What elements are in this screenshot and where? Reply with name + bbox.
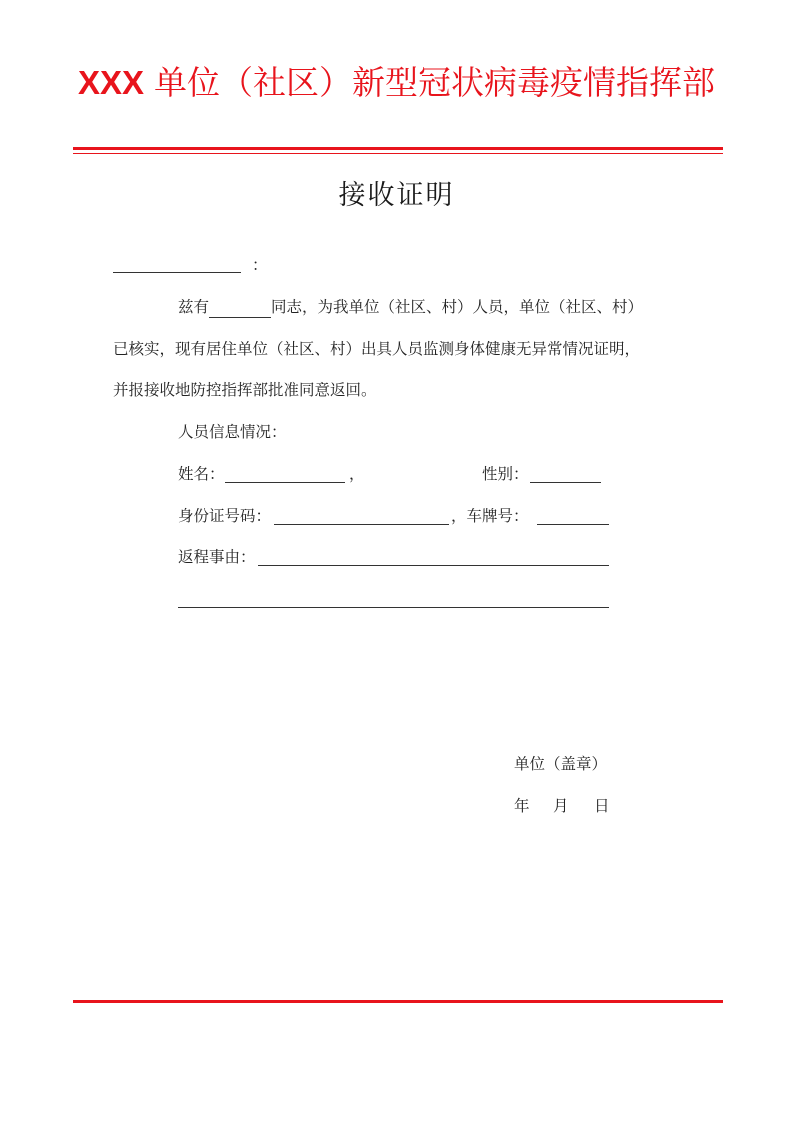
info-heading: 人员信息情况： <box>178 423 287 441</box>
license-plate-field[interactable] <box>537 523 609 525</box>
body-line-3: 并报接收地防控指挥部批准同意返回。 <box>113 381 377 399</box>
name-label: 姓名： <box>178 465 225 483</box>
addressee-blank[interactable] <box>113 271 241 273</box>
id-number-label: 身份证号码： <box>178 507 272 525</box>
footer-rule <box>73 1000 723 1003</box>
unit-seal-label: 单位（盖章） <box>514 755 608 773</box>
body-line-2: 已核实，现有居住单位（社区、村）出具人员监测身体健康无异常情况证明， <box>113 340 641 358</box>
name-comma: ， <box>349 465 365 483</box>
body-line-1 <box>178 296 643 318</box>
id-number-field[interactable] <box>274 523 449 525</box>
person-name-blank[interactable] <box>209 299 271 318</box>
date-day-label: 日 <box>594 797 610 815</box>
date-year-label: 年 <box>514 797 530 815</box>
return-reason-label: 返程事由： <box>178 548 256 566</box>
addressee-colon: ： <box>252 256 268 274</box>
license-plate-label: ，车牌号： <box>451 507 529 525</box>
header-rule-thin <box>73 153 723 154</box>
date-month-label: 月 <box>553 797 569 815</box>
header-rule-thick <box>73 147 723 150</box>
letterhead-organization: 单位（社区）新型冠状病毒疫情指挥部 <box>154 63 716 102</box>
return-reason-field[interactable] <box>258 564 609 566</box>
letterhead-title <box>0 60 793 106</box>
body-line-1-start: 兹有 <box>178 298 210 316</box>
gender-field[interactable] <box>530 481 601 483</box>
body-line-1-end: 同志，为我单位（社区、村）人员，单位（社区、村） <box>271 298 644 316</box>
name-field[interactable] <box>225 481 345 483</box>
document-title: 接收证明 <box>338 180 455 211</box>
gender-label: 性别： <box>482 465 529 483</box>
return-reason-field-line-2[interactable] <box>178 606 609 608</box>
letterhead-prefix: XXX <box>77 64 145 101</box>
